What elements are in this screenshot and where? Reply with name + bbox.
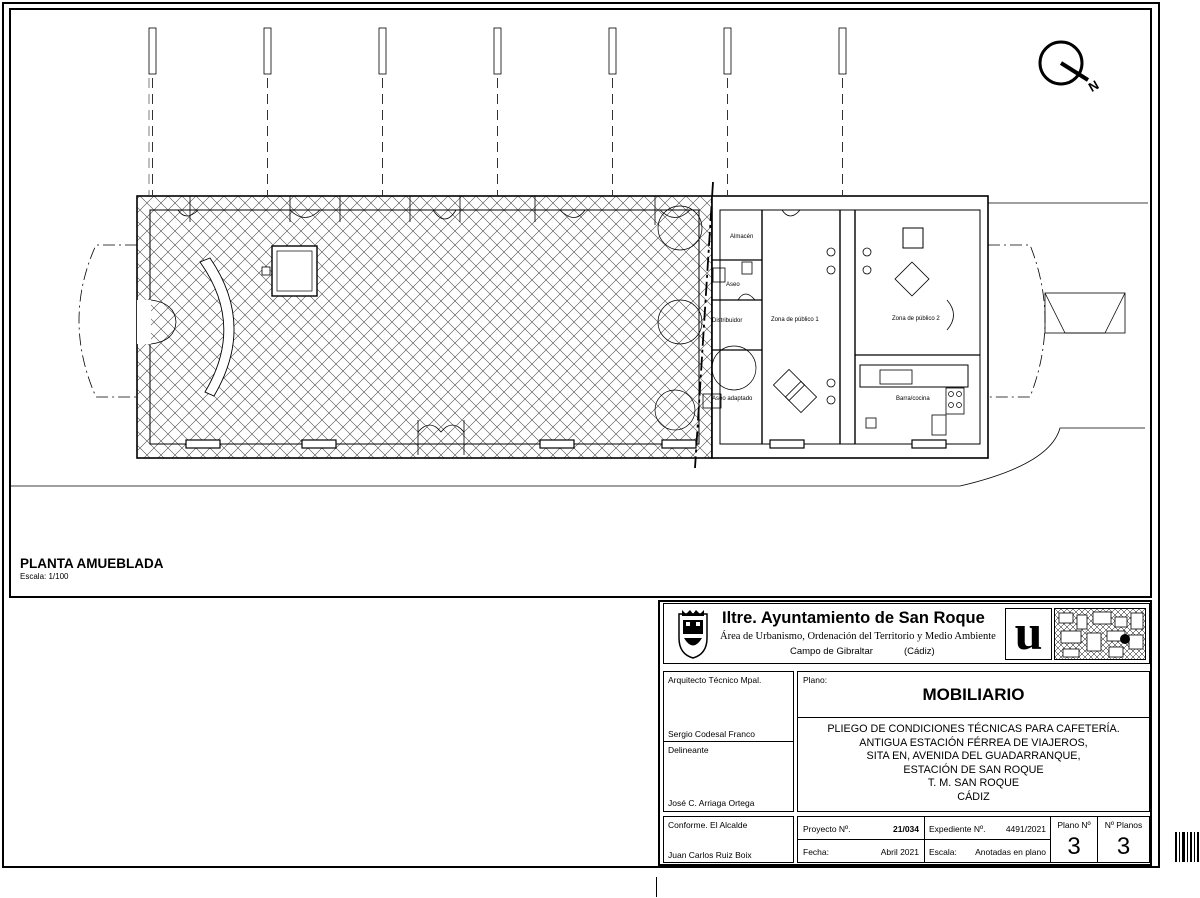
- sheet-margin-text: [3, 20, 7, 140]
- desc-line-5: T. M. SAN ROQUE: [927, 777, 1020, 790]
- mayor-box: [663, 816, 794, 863]
- architect-label: Arquitecto Técnico Mpal.: [668, 675, 762, 685]
- architect-box: [663, 671, 794, 742]
- desc-line-4: ESTACIÓN DE SAN ROQUE: [903, 763, 1044, 776]
- plano-label: Plano:: [803, 675, 828, 685]
- coat-of-arms-icon: [676, 608, 710, 660]
- mayor-name: Juan Carlos Ruiz Boix: [668, 850, 752, 860]
- room-zona-2: Zona de público 2: [892, 316, 940, 322]
- north-arrow: [1040, 42, 1101, 95]
- pillar-3: [379, 28, 386, 195]
- u-logo: u: [1005, 608, 1052, 660]
- pillar-1: [149, 28, 156, 195]
- desc-line-1: PLIEGO DE CONDICIONES TÉCNICAS PARA CAFETERÍA.: [827, 723, 1120, 735]
- org-name: Iltre. Ayuntamiento de San Roque: [722, 609, 985, 627]
- draftsman-box: [663, 741, 794, 812]
- plano-number-value: 3: [1067, 833, 1081, 860]
- room-aseo-adaptado: Aseo adaptado: [712, 396, 753, 402]
- pillar-6: [724, 28, 731, 195]
- org-place: Campo de Gibraltar: [790, 646, 873, 657]
- right-canopy-arc: [988, 245, 1045, 397]
- desc-line-6: CÁDIZ: [957, 790, 990, 803]
- desc-line-2: ANTIGUA ESTACIÓN FÉRREA DE VIAJEROS,: [859, 736, 1088, 749]
- drawing-title: PLANTA AMUEBLADA: [20, 556, 164, 571]
- desc-line-3: SITA EN, AVENIDA DEL GUADARRANQUE,: [866, 750, 1081, 763]
- total-planos-label: Nº Planos: [1104, 820, 1143, 830]
- total-planos-value: 3: [1116, 833, 1131, 860]
- proyecto-label: Proyecto Nº.: [803, 824, 851, 834]
- org-area: Área de Urbanismo, Ordenación del Territorio y Medio Ambiente: [720, 631, 996, 642]
- pillar-7: [839, 28, 846, 195]
- plano-number-label: Plano Nº: [1057, 820, 1091, 830]
- pillar-2: [264, 28, 271, 195]
- fecha-label: Fecha:: [803, 847, 829, 857]
- escala-cell: [924, 839, 1051, 863]
- plano-box: [797, 671, 1150, 812]
- plano-description: [798, 723, 1149, 805]
- pillar-5: [609, 28, 616, 195]
- proyecto-value: 21/034: [893, 824, 919, 834]
- mayor-label: Conforme. El Alcalde: [668, 820, 748, 830]
- architect-name: Sergio Codesal Franco: [668, 729, 755, 739]
- titleblock-header: [663, 603, 1150, 664]
- hatched-hall: [137, 196, 712, 458]
- pillar-4: [494, 28, 501, 195]
- room-almacen: Almacén: [730, 234, 754, 240]
- annex: [1045, 293, 1125, 333]
- crop-mark: [656, 877, 657, 897]
- escala-label: Escala:: [929, 847, 957, 857]
- org-province: (Cádiz): [904, 646, 935, 657]
- expediente-value: 4491/2021: [1005, 824, 1046, 834]
- left-canopy-arc: [79, 245, 137, 397]
- room-barra: Barra/cocina: [896, 396, 930, 402]
- escala-value: Anotadas en plano: [975, 847, 1046, 857]
- room-distribuidor: Distribuidor: [712, 318, 743, 324]
- room-aseo: Aseo: [726, 282, 740, 288]
- barcode-icon: [1174, 832, 1200, 862]
- fecha-value: Abril 2021: [880, 847, 919, 857]
- fecha-cell: [797, 839, 925, 863]
- plano-number-cell: [1050, 816, 1098, 863]
- proyecto-cell: [797, 816, 925, 840]
- svg-text:N: N: [1085, 77, 1102, 95]
- drawing-scale: Escala: 1/100: [20, 572, 69, 581]
- expediente-label: Expediente Nº.: [929, 824, 986, 834]
- plano-title: MOBILIARIO: [922, 685, 1025, 704]
- room-zona-1: Zona de público 1: [771, 317, 819, 323]
- total-planos-cell: [1097, 816, 1150, 863]
- expediente-cell: [924, 816, 1051, 840]
- draftsman-label: Delineante: [668, 745, 709, 755]
- draftsman-name: José C. Arriaga Ortega: [668, 798, 755, 808]
- map-thumbnail: [1054, 608, 1146, 660]
- top-pillars: [149, 28, 846, 195]
- plano-divider: [798, 717, 1149, 718]
